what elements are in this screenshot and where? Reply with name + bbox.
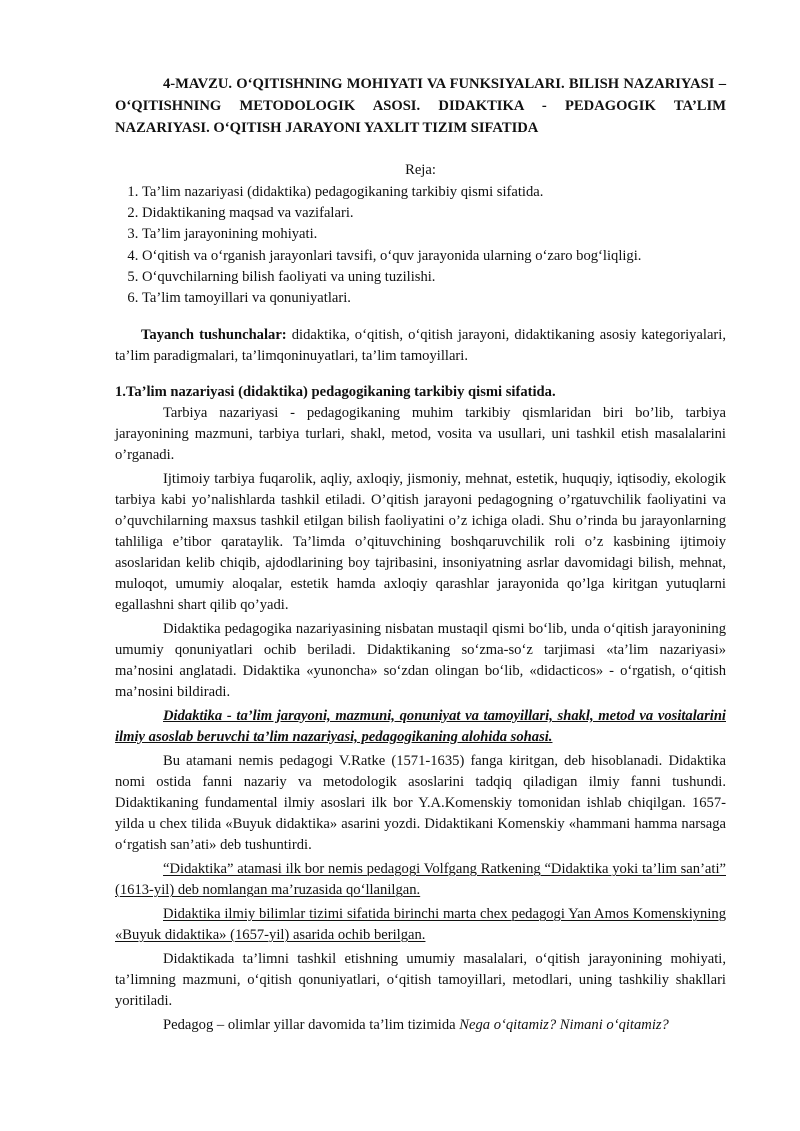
- paragraph: Ijtimoiy tarbiya fuqarolik, aqliy, axloqiy, jismoniy, mehnat, estetik, huquqiy, iqtisodiy, ekologik tarbiya kabi yo’nalishlarda tashkil etiladi. O’qitish jarayoni pedagogning o’rgatuvchilik faoliyatini va o’quvchilarning maxsus tashkil etilgan bilish faoliyatini o’z ichiga oladi. Shu o’rinda bu jarayonlarning tahliliga e’tibor qarataylik. Ta’limda o’qituvchining boshqaruvchilik roli o’z kasbining ijtimoiy asoslaridan kelib chiqib, ajdodlarining boy tajribasini, insoniyatning asrlar davomidagi bilish, mehnat, muloqot, umumiy aloqalar, estetik hamda axloqiy qarashlar jarayonida qo’lga kiritgan yutuqlarni egallashni shart qilib qo’yadi.: [115, 470, 726, 613]
- key-concepts-label: Tayanch tushunchalar:: [141, 327, 287, 344]
- definition-paragraph: Didaktika - ta’lim jarayoni, mazmuni, qonuniyat va tamoyillari, shakl, metod va vositalarini ilmiy asoslab beruvchi ta’lim nazariyasi, pedagogikaning alohida sohasi.: [115, 707, 726, 745]
- underlined-paragraph: “Didaktika” atamasi ilk bor nemis pedagogi Volfgang Ratkening “Didaktika yoki ta’lim san’ati” (1613-yil) deb nomlangan ma’ruzasida qo‘llanilgan.: [115, 860, 726, 898]
- plan-item: 3. Ta’lim jarayonining mohiyati.: [142, 224, 726, 245]
- italic-questions: Nega o‘qitamiz? Nimani o‘qitamiz?: [459, 1016, 669, 1033]
- paragraph: [115, 1015, 726, 1036]
- key-concepts: [115, 325, 726, 367]
- section-heading: 1.Ta’lim nazariyasi (didaktika) pedagogikaning tarkibiy qismi sifatida.: [115, 383, 556, 400]
- paragraph: Didaktikada ta’limni tashkil etishning umumiy masalalari, o‘qitish jarayonining mohiyati, ta’limning mazmuni, o‘qitish qonuniyatlari, o‘qitish tamoyillari, metodlari, uning tashkiliy shakllari yoritiladi.: [115, 950, 726, 1009]
- plan-list: [115, 182, 726, 309]
- document-title: 4-MAVZU. O‘QITISHNING MOHIYATI VA FUNKSIYALARI. BILISH NAZARIYASI – O‘QITISHNING METODOLOGIK ASOSI. DIDAKTIKA - PEDAGOGIK TA’LIM NAZARIYASI. O‘QITISH JARAYONI YAXLIT TIZIM SIFATIDA: [115, 76, 726, 136]
- paragraph-text: Pedagog – olimlar yillar davomida ta’lim tizimida: [163, 1016, 460, 1033]
- plan-item: 5. O‘quvchilarning bilish faoliyati va uning tuzilishi.: [142, 267, 726, 288]
- plan-item: 6. Ta’lim tamoyillari va qonuniyatlari.: [142, 288, 726, 309]
- underlined-paragraph: Didaktika ilmiy bilimlar tizimi sifatida birinchi marta chex pedagogi Yan Amos Komenskiyning «Buyuk didaktika» (1657-yil) asarida ochib berilgan.: [115, 905, 726, 943]
- paragraph: Didaktika pedagogika nazariyasining nisbatan mustaqil qismi bo‘lib, unda o‘qitish jarayonining umumiy qonuniyatlari ochib beriladi. Didaktikaning so‘zma-so‘z tarjimasi «ta’lim nazariyasi» ma’nosini anglatadi. Didaktika «yunoncha» so‘zdan olingan bo‘lib, «didacticos» - o‘rgatish, o‘qitish ma’nosini bildiradi.: [115, 620, 726, 700]
- paragraph: Tarbiya nazariyasi - pedagogikaning muhim tarkibiy qismlaridan biri bo’lib, tarbiya jarayonining mazmuni, tarbiya turlari, shakl, metod, vosita va usullari, uni tashkil etish masalalarini o’rganadi.: [115, 404, 726, 463]
- document-page: [115, 73, 726, 1039]
- plan-item: 4. O‘qitish va o‘rganish jarayonlari tavsifi, o‘quv jarayonida ularning o‘zaro bog‘liqligi.: [142, 246, 726, 267]
- plan-item: 2. Didaktikaning maqsad va vazifalari.: [142, 203, 726, 224]
- plan-item: 1. Ta’lim nazariyasi (didaktika) pedagogikaning tarkibiy qismi sifatida.: [142, 182, 726, 203]
- plan-heading: Reja:: [405, 162, 436, 178]
- key-concepts-text: didaktika, o‘qitish, o‘qitish jarayoni, didaktikaning asosiy kategoriyalari, ta’lim paradigmalari, ta’limqoninuyatlari, ta’lim tamoyillari.: [115, 327, 726, 365]
- paragraph: Bu atamani nemis pedagogi V.Ratke (1571-1635) fanga kiritgan, deb hisoblanadi. Didaktika nomi ostida fanni nazariy va metodologik asoslarini tadqiq qiladigan ilmiy fanni tushundi. Didaktikaning fundamental ilmiy asoslari ilk bor Y.A.Komenskiy tomonidan ishlab chiqilgan. 1657-yilda u chex tilida «Buyuk didaktika» asarini yozdi. Didaktikani Komenskiy «hammani hamma narsaga o‘rgatish san’ati» deb tushuntirdi.: [115, 752, 726, 853]
